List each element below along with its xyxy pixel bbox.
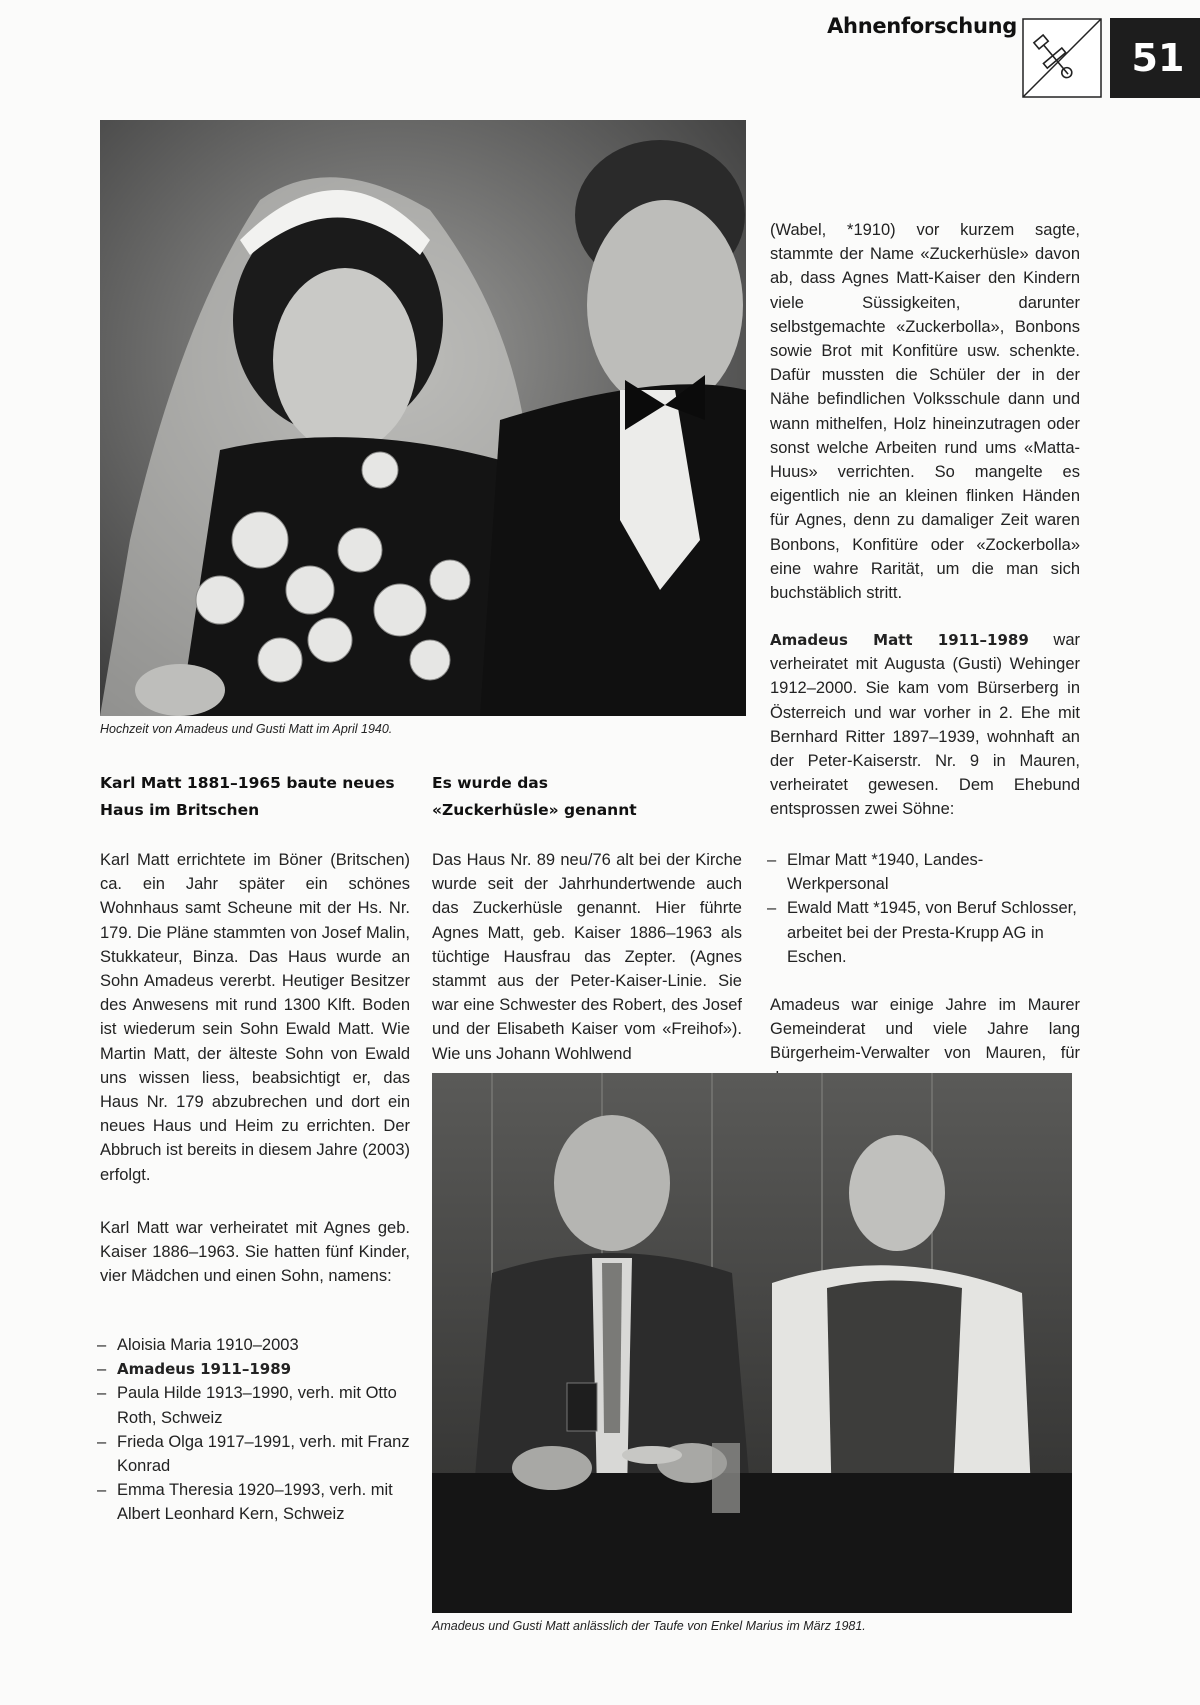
amadeus-matt-name: Amadeus Matt 1911–1989	[770, 631, 1029, 649]
section-title: Ahnenforschung	[827, 14, 1017, 38]
paragraph-karl-matt-family: Karl Matt war verheiratet mit Agnes geb. Kaiser 1886–1963. Sie hatten fünf Kinder, vier Mädchen und einen Sohn, namens:	[100, 1219, 410, 1286]
list-item: – Elmar Matt *1940, Landes-Werkpersonal	[767, 848, 1080, 896]
baptism-photo-image	[432, 1073, 1072, 1613]
paragraph-amadeus-gemeinderat: Amadeus war einige Jahre im Maurer Gemeinderat und viele Jahre lang Bürgerheim-Verwalter von Mauren, für	[770, 996, 1080, 1063]
coat-of-arms-icon	[1022, 18, 1102, 98]
paragraph-zuckerhuesle-continued: (Wabel, *1910) vor kurzem sagte, stammte der Name «Zuckerhüsle» davon ab, dass Agnes Matt-Kaiser den Kindern viele Süssigkeiten, darunter selbstgemachte «Zuckerbolla», Bonbons sowie Brot mit Konfitüre usw. schenkte. Dafür mussten die Schüler der in der Nähe befindlichen Volksschule dann und wann mithelfen, Holz hineinzutragen oder sonst welche Arbeiten rund ums «Matta-Huus» verrichten. So mangelte es eigentlich nie an kleinen flinken Händen für Agnes, denn zu damaliger Zeit waren Bonbons, Konfitüre oder «Zockerbolla» eine wahre Rarität, um die man sich buchstäblich stritt.	[770, 221, 1080, 603]
list-item: – Frieda Olga 1917–1991, verh. mit Franz Konrad	[97, 1430, 410, 1478]
background-watermark	[0, 1460, 107, 1705]
children-list	[97, 1333, 410, 1527]
amadeus-matt-text: war verheiratet mit Augusta (Gusti) Wehinger 1912–2000. Sie kam vom Bürserberg in Österreich und war vorher in 2. Ehe mit Bernhard Ritter 1897–1939, wohnhaft an der Peter-Kaiserstr. Nr. 9 in Mauren, verheiratet gewesen. Dem Ehebund entsprossen zwei Söhne:	[770, 631, 1081, 819]
heading-karl-matt: Karl Matt 1881–1965 baute neues Haus im Britschen	[100, 774, 395, 819]
list-item: – Emma Theresia 1920–1993, verh. mit Albert Leonhard Kern, Schweiz	[97, 1478, 410, 1526]
paragraph-zuckerhuesle: Das Haus Nr. 89 neu/76 alt bei der Kirche wurde seit der Jahrhundertwende auch das Zuckerhüsle genannt. Hier führte Agnes Matt, geb. Kaiser 1886–1963 als tüchtige Hausfrau das Zepter. (Agnes stammt aus der Peter-Kaiser-Linie. Sie war eine Schwester des Robert, des Josef und der Elisabeth Kaiser vom «Freihof»). Wie uns Johann Wohlwend	[432, 851, 742, 1063]
wedding-photo	[100, 120, 746, 716]
wedding-photo-image	[100, 120, 746, 716]
list-item: – Paula Hilde 1913–1990, verh. mit Otto Roth, Schweiz	[97, 1381, 410, 1429]
paragraph-karl-matt-house: Karl Matt errichtete im Böner (Britschen) ca. ein Jahr später ein schönes Wohnhaus samt Scheune mit der Hs. Nr. 179. Die Pläne stammten von Josef Malin, Stukkateur, Binza. Das Haus wurde an Sohn Amadeus vererbt. Heutiger Besitzer des Anwesens mit rund 1300 Klft. Boden ist wiederum sein Sohn Ewald Matt. Wie Martin Matt, der älteste Sohn von Ewald uns wissen liess, beabsichtigt er, das Haus Nr. 179 abzubrechen und dort ein neues Haus und Heim zu errichten. Der Abbruch ist bereits in diesem Jahre (2003) erfolgt.	[100, 851, 410, 1184]
sons-list	[767, 848, 1080, 969]
baptism-photo-caption: Amadeus und Gusti Matt anlässlich der Taufe von Enkel Marius im März 1981.	[432, 1619, 866, 1633]
baptism-photo	[432, 1073, 1072, 1613]
paragraph-amadeus-matt	[770, 628, 1080, 822]
page-number: 51	[1110, 18, 1200, 98]
list-item: – Aloisia Maria 1910–2003	[97, 1333, 410, 1357]
list-item: – Amadeus 1911–1989	[97, 1357, 410, 1381]
wedding-photo-caption: Hochzeit von Amadeus und Gusti Matt im April 1940.	[100, 722, 393, 736]
list-item: – Ewald Matt *1945, von Beruf Schlosser, arbeitet bei der Presta-Krupp AG in Eschen.	[767, 896, 1080, 969]
heading-zuckerhuesle: Es wurde das «Zuckerhüsle» genannt	[432, 774, 637, 819]
